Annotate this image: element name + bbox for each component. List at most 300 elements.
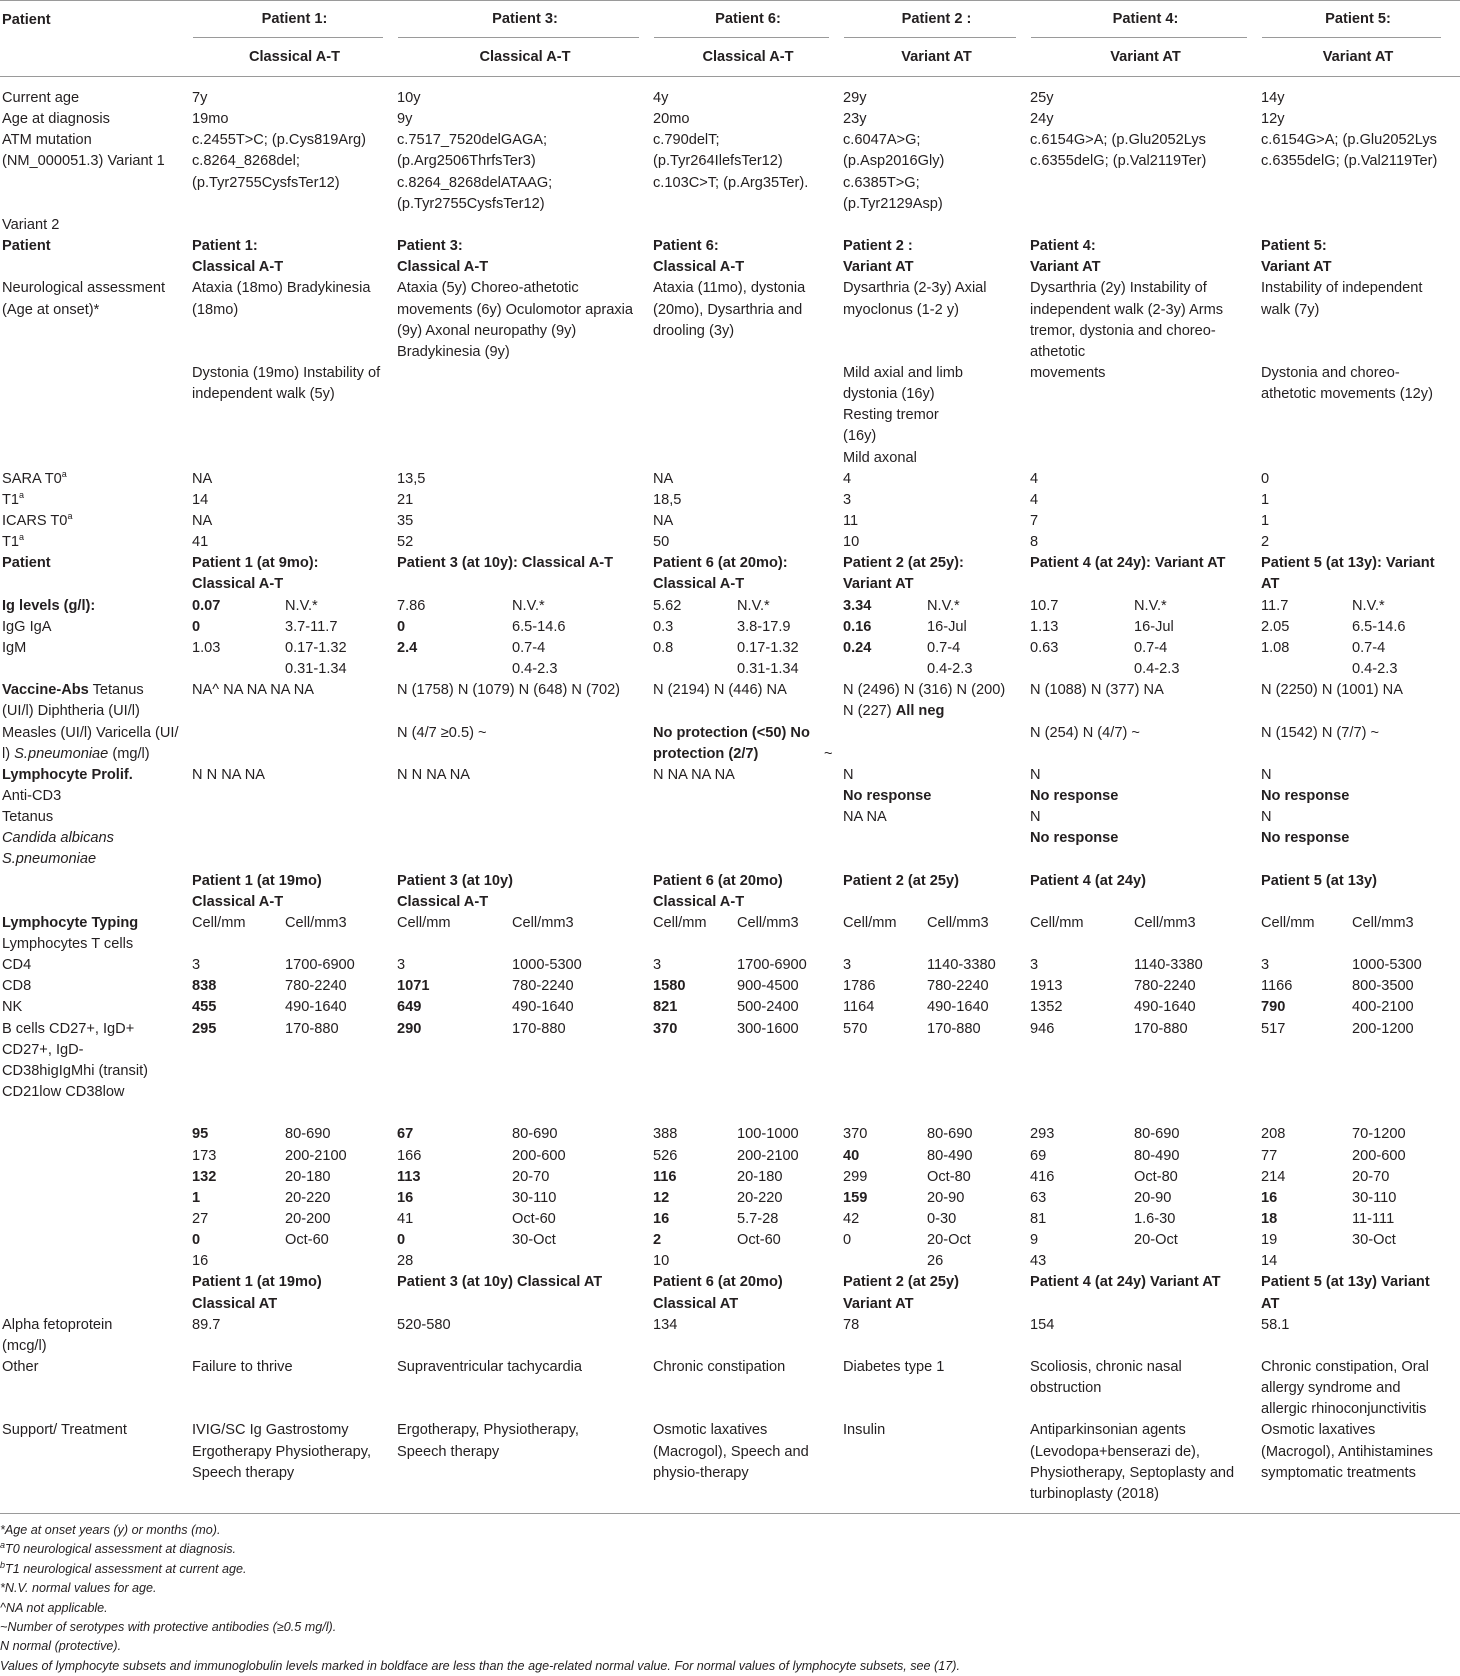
table-cell-text: NA^ NA NA NA NA bbox=[192, 682, 315, 699]
table-cell-text: walk (7y) bbox=[1261, 301, 1320, 318]
table-cell-text: N (254) N (4/7) ~ bbox=[1030, 724, 1140, 741]
table-cell-text: (p.Arg2506ThrfsTer3) bbox=[397, 153, 536, 170]
table-cell-text: 0 bbox=[397, 618, 406, 635]
table-cell-text: Patient 3: bbox=[397, 238, 463, 255]
table-cell-text: 30-Oct bbox=[512, 1232, 556, 1249]
table-cell-text: N (2250) N (1001) NA bbox=[1261, 682, 1403, 699]
table-cell-text: 2.4 bbox=[397, 639, 418, 656]
table-cell-text: NA bbox=[192, 513, 213, 529]
header-underline bbox=[1031, 37, 1247, 38]
table-cell-text: Patient 1: bbox=[192, 238, 258, 255]
table-cell-text: 21 bbox=[397, 491, 414, 508]
table-cell-text: (p.Asp2016Gly) bbox=[843, 153, 945, 170]
table-cell-text: 67 bbox=[397, 1126, 414, 1143]
table-cell-text: N (2194) N (446) NA bbox=[653, 682, 787, 699]
table-cell-text: Cell/mm3 bbox=[737, 914, 799, 931]
table-cell-text: 0.24 bbox=[843, 639, 872, 656]
table-cell-text: Chronic constipation bbox=[653, 1359, 786, 1375]
table-cell-text: 1 bbox=[1261, 491, 1270, 508]
table-cell-text: 0.17-1.32 bbox=[285, 639, 347, 656]
table-cell-text: Dysarthria (2-3y) Axial bbox=[843, 280, 987, 297]
table-cell-text: IgG IgA bbox=[2, 618, 52, 635]
table-cell-text: 20mo bbox=[653, 111, 690, 128]
table-cell-text: 13,5 bbox=[397, 470, 426, 487]
table-cell-text: Cell/mm bbox=[1261, 914, 1315, 931]
table-cell-text: Oct-60 bbox=[737, 1232, 781, 1249]
table-cell-text: 28 bbox=[397, 1253, 414, 1270]
table-cell-text: 780-2240 bbox=[285, 978, 347, 995]
table-cell-text: (p.Tyr2129Asp) bbox=[843, 195, 943, 212]
table-cell-text: 0 bbox=[192, 618, 201, 635]
table-cell-text: AT bbox=[1261, 1295, 1280, 1312]
table-cell-text: 3 bbox=[843, 491, 852, 508]
table-cell-text: 780-2240 bbox=[927, 978, 989, 995]
table-cell-text: Patient 4: bbox=[1030, 238, 1096, 255]
table-cell-text: AT bbox=[1261, 576, 1280, 593]
header-patient-name: Patient 5: bbox=[1325, 11, 1391, 27]
table-cell-text: NA bbox=[192, 470, 213, 487]
table-cell-text: Alpha fetoprotein bbox=[2, 1316, 113, 1333]
table-cell-text: (16y) bbox=[843, 428, 877, 445]
table-cell-text: 14 bbox=[1261, 1253, 1278, 1270]
table-cell-text: 8 bbox=[1030, 534, 1039, 551]
header-underline bbox=[654, 37, 829, 38]
footnote bbox=[0, 1599, 108, 1619]
table-cell-text: 26 bbox=[927, 1253, 944, 1270]
table-cell-text: 2 bbox=[653, 1232, 662, 1249]
table-cell-text: Patient 1 (at 19mo) bbox=[192, 1274, 322, 1291]
table-cell-text: 570 bbox=[843, 1020, 868, 1037]
table-cell-text: 23y bbox=[843, 111, 867, 128]
table-cell-text: 790 bbox=[1261, 999, 1286, 1016]
table-cell-text: 1580 bbox=[653, 978, 686, 995]
table-cell-text: 4 bbox=[843, 470, 852, 487]
table-cell-text: Classical AT bbox=[653, 1295, 739, 1312]
table-cell-text: 2 bbox=[1261, 534, 1270, 551]
table-cell-text: 1000-5300 bbox=[512, 957, 582, 974]
table-cell-text: Classical A-T bbox=[653, 893, 745, 910]
table-cell-text: independent walk (5y) bbox=[192, 386, 335, 403]
table-cell-text: N N NA NA bbox=[397, 766, 470, 783]
table-cell-text: 295 bbox=[192, 1020, 217, 1037]
table-cell-text: 16-Jul bbox=[1134, 618, 1174, 635]
table-cell-text: 370 bbox=[843, 1126, 868, 1143]
table-cell-text: 14 bbox=[192, 491, 209, 508]
header-patient-type: Variant AT bbox=[901, 49, 972, 65]
table-cell-text: 20-Oct bbox=[927, 1232, 971, 1249]
table-cell-text: 20-200 bbox=[285, 1210, 331, 1227]
table-cell-text: N (2496) N (316) N (200) bbox=[843, 682, 1006, 699]
table-cell-text: 95 bbox=[192, 1126, 209, 1143]
table-cell-text: tremor, dystonia and choreo- bbox=[1030, 322, 1216, 339]
table-cell-text: Chronic constipation, Oral bbox=[1261, 1359, 1429, 1375]
table-cell-text: Cell/mm bbox=[192, 914, 246, 931]
table-cell-text: (p.Tyr2755CysfsTer12) bbox=[192, 174, 340, 191]
table-cell-text: 3 bbox=[843, 957, 852, 974]
table-cell-text: Patient 2 (at 25y) bbox=[843, 872, 959, 889]
table-cell-text: B cells CD27+, IgD+ bbox=[2, 1020, 135, 1037]
table-cell-text: 19mo bbox=[192, 111, 229, 128]
table-cell-text: protection (2/7) bbox=[653, 745, 759, 762]
footnote bbox=[0, 1521, 220, 1541]
table-cell-text: CD4 bbox=[2, 957, 32, 974]
table-cell-text: 838 bbox=[192, 978, 217, 995]
table-cell-text: N bbox=[843, 766, 854, 783]
footnote-text: ~Number of serotypes with protective antibodies (≥0.5 mg/l). bbox=[0, 1620, 337, 1635]
table-cell-text: 214 bbox=[1261, 1168, 1286, 1185]
table-cell-text: 900-4500 bbox=[737, 978, 799, 995]
table-cell-text: 42 bbox=[843, 1210, 860, 1227]
table-cell-text: Patient bbox=[2, 238, 51, 255]
header-patient-type: Variant AT bbox=[1322, 49, 1394, 65]
table-cell-text: 455 bbox=[192, 999, 217, 1016]
table-cell-text: 12 bbox=[653, 1189, 670, 1206]
table-cell-text: Cell/mm bbox=[1030, 914, 1084, 931]
table-cell-text: 200-600 bbox=[512, 1147, 566, 1164]
table-cell-text: Classical A-T bbox=[192, 259, 284, 276]
table-cell-text: 16-Jul bbox=[927, 618, 967, 635]
table-cell-text: (Macrogol), Speech and bbox=[653, 1443, 809, 1460]
table-cell-text: Cell/mm3 bbox=[927, 914, 989, 931]
table-cell-text: dystonia (16y) bbox=[843, 386, 935, 403]
table-cell-text: Bradykinesia (9y) bbox=[397, 343, 510, 360]
table-cell-text: 50 bbox=[653, 534, 670, 551]
header-patient-name: Patient 3: bbox=[492, 11, 558, 27]
table-cell-text: (Age at onset)* bbox=[2, 301, 100, 318]
table-cell-text: 1.08 bbox=[1261, 639, 1290, 656]
table-cell-text: Resting tremor bbox=[843, 407, 939, 424]
table-cell-text: Patient 5: bbox=[1261, 238, 1327, 255]
table-cell-text: N.V.* bbox=[512, 597, 545, 614]
table-cell-text: Speech therapy bbox=[192, 1464, 295, 1481]
table-cell-text: 1913 bbox=[1030, 978, 1063, 995]
table-cell-text: Patient 4 (at 24y) bbox=[1030, 872, 1146, 889]
table-cell-text: 3.7-11.7 bbox=[285, 618, 338, 635]
table-cell-text: Mild axonal bbox=[843, 449, 917, 466]
table-cell-text: 1140-3380 bbox=[1134, 957, 1203, 974]
table-cell-text: 0.4-2.3 bbox=[1352, 661, 1398, 678]
table-cell-text: allergy syndrome and bbox=[1261, 1380, 1401, 1397]
table-cell-text: Cell/mm3 bbox=[1134, 914, 1196, 931]
table-cell-text: (20mo), Dysarthria and bbox=[653, 301, 803, 318]
table-cell-text: 821 bbox=[653, 999, 678, 1016]
table-cell-text: Classical A-T bbox=[192, 576, 284, 593]
table-cell-text: 116 bbox=[653, 1168, 677, 1185]
table-cell-text: (NM_000051.3) Variant 1 bbox=[2, 153, 165, 170]
footnote bbox=[0, 1618, 336, 1638]
table-cell-text: 0.7-4 bbox=[1134, 639, 1168, 656]
table-cell-text: 20-220 bbox=[737, 1189, 783, 1206]
table-cell-text: 11-111 bbox=[1352, 1210, 1395, 1227]
table-cell-text: 10 bbox=[843, 534, 860, 551]
table-cell-text: 80-490 bbox=[927, 1147, 973, 1164]
footnote-mark: a bbox=[0, 1540, 6, 1551]
table-cell-text: 170-880 bbox=[1134, 1020, 1188, 1037]
table-cell-text: c.6154G>A; (p.Glu2052Lys bbox=[1261, 132, 1437, 149]
table-cell-text bbox=[2, 744, 150, 764]
table-cell-text: Classical AT bbox=[192, 1295, 278, 1312]
table-cell-text: NA NA bbox=[843, 809, 887, 826]
table-cell-text: 299 bbox=[843, 1168, 868, 1185]
table-cell-text: 52 bbox=[397, 534, 414, 551]
table-cell-text: Patient 4 (at 24y): Variant AT bbox=[1030, 555, 1226, 572]
table-cell-text: Cell/mm bbox=[397, 914, 451, 931]
table-cell-text: 4 bbox=[1030, 491, 1039, 508]
table-cell-text: 170-880 bbox=[512, 1020, 566, 1037]
table-cell-text: 0.4-2.3 bbox=[1134, 661, 1180, 678]
table-cell-text: T1$^a$ bbox=[2, 489, 25, 508]
table-cell-text: IVIG/SC Ig Gastrostomy bbox=[192, 1422, 349, 1439]
table-cell-text: 780-2240 bbox=[512, 978, 574, 995]
table-cell-text: (Macrogol), Antihistamines bbox=[1261, 1443, 1433, 1460]
table-cell-text: (18mo) bbox=[192, 301, 239, 318]
table-cell-text: 490-1640 bbox=[927, 999, 989, 1016]
table-cell-text: (Levodopa+benserazi de), bbox=[1030, 1443, 1200, 1460]
table-cell-text: N (1542) N (7/7) ~ bbox=[1261, 724, 1380, 741]
table-cell-text: (UI/l) Diphtheria (UI/l) bbox=[2, 703, 140, 720]
table-cell-text: physio-therapy bbox=[653, 1464, 749, 1481]
table-cell-text: 69 bbox=[1030, 1147, 1047, 1164]
table-cell-text: Patient 6 (at 20mo): bbox=[653, 555, 788, 572]
table-cell-text: 170-880 bbox=[285, 1020, 339, 1037]
table-cell-text: Mild axial and limb bbox=[843, 364, 964, 381]
table-cell-text: Ergotherapy, Physiotherapy, bbox=[397, 1422, 579, 1439]
table-cell-text: 3.8-17.9 bbox=[737, 618, 791, 635]
table-cell-text: N.V.* bbox=[1134, 597, 1167, 614]
table-cell-text: 1071 bbox=[397, 978, 430, 995]
table-cell-text: Antiparkinsonian agents bbox=[1030, 1422, 1186, 1439]
table-cell-text: 3 bbox=[1261, 957, 1270, 974]
table-cell-text: 0.7-4 bbox=[1352, 639, 1386, 656]
table-cell-text: Dystonia (19mo) Instability of bbox=[192, 364, 381, 381]
table-cell-text: 170-880 bbox=[927, 1020, 981, 1037]
table-cell-text: 4 bbox=[1030, 470, 1039, 487]
table-cell-text: 4y bbox=[653, 90, 669, 106]
table-cell-text: 14y bbox=[1261, 90, 1285, 106]
table-cell-text: N bbox=[1261, 809, 1272, 826]
table-cell-text: 63 bbox=[1030, 1189, 1047, 1206]
table-cell-text: Variant AT bbox=[843, 576, 914, 593]
table-cell-text: N bbox=[1261, 766, 1272, 783]
table-cell-text: N.V.* bbox=[285, 597, 318, 614]
table-cell-text: 293 bbox=[1030, 1126, 1055, 1143]
table-cell-text: 154 bbox=[1030, 1316, 1055, 1333]
table-cell-text: 1352 bbox=[1030, 999, 1063, 1016]
table-cell-text: 16 bbox=[192, 1253, 209, 1270]
table-cell-text: 80-490 bbox=[1134, 1147, 1180, 1164]
table-cell-text: 20-70 bbox=[1352, 1168, 1390, 1185]
table-cell-text: 5.7-28 bbox=[737, 1210, 779, 1227]
table-cell-text: (p.Tyr2755CysfsTer12) bbox=[397, 195, 545, 212]
table-cell-text: 1166 bbox=[1261, 978, 1293, 995]
table-cell-text: 520-580 bbox=[397, 1316, 451, 1333]
table-cell-text: ATM mutation bbox=[2, 132, 92, 149]
table-cell-text: 0.7-4 bbox=[512, 639, 546, 656]
table-cell-text: 0 bbox=[1261, 470, 1270, 487]
table-cell-text: Cell/mm3 bbox=[512, 914, 574, 931]
table-cell-text: athetotic movements (12y) bbox=[1261, 386, 1433, 403]
table-cell-text: Physiotherapy, Septoplasty and bbox=[1030, 1464, 1235, 1481]
table-cell-text: 3 bbox=[397, 957, 406, 974]
header-patient-name: Patient 4: bbox=[1112, 11, 1179, 27]
table-cell-text: 1140-3380 bbox=[927, 957, 996, 974]
table-cell-text: 30-110 bbox=[512, 1189, 557, 1206]
table-cell-text: 6.5-14.6 bbox=[1352, 618, 1406, 635]
table-cell-text: 35 bbox=[397, 513, 414, 529]
table-cell-run: (mg/l) bbox=[108, 745, 150, 762]
table-cell-text: Ataxia (11mo), dystonia bbox=[653, 280, 806, 297]
table-cell-text: 0.7-4 bbox=[927, 639, 961, 656]
table-cell-text: Candida albicans bbox=[2, 830, 114, 847]
table-cell-text: c.103C>T; (p.Arg35Ter). bbox=[653, 174, 809, 191]
table-cell-text: Neurological assessment bbox=[2, 280, 166, 297]
table-cell-run: S.pneumoniae bbox=[14, 745, 109, 762]
table-cell-text: 30-Oct bbox=[1352, 1232, 1396, 1249]
table-cell-text: 1 bbox=[1261, 513, 1270, 529]
table-cell-text: Variant AT bbox=[1030, 259, 1101, 276]
serotype-tilde-mark: ~ bbox=[824, 745, 833, 762]
table-cell-text: Classical A-T bbox=[653, 576, 745, 593]
table-cell-text: 58.1 bbox=[1261, 1316, 1290, 1333]
table-cell-text: 0-30 bbox=[927, 1210, 957, 1227]
table-cell-text: 290 bbox=[397, 1020, 422, 1037]
table-cell-text: 5.62 bbox=[653, 597, 682, 614]
table-cell-text: obstruction bbox=[1030, 1380, 1102, 1397]
table-cell-text: Failure to thrive bbox=[192, 1359, 293, 1375]
table-cell-text: Measles (UI/l) Varicella (UI/ bbox=[2, 724, 179, 741]
footnote bbox=[0, 1637, 121, 1657]
footnote-text: *N.V. normal values for age. bbox=[0, 1581, 157, 1596]
table-cell-text: 10 bbox=[653, 1253, 670, 1270]
table-cell-text: Patient 2 (at 25y): bbox=[843, 555, 964, 572]
table-cell-text: (p.Tyr264IlefsTer12) bbox=[653, 153, 783, 170]
table-cell-text: Ergotherapy Physiotherapy, bbox=[192, 1443, 372, 1460]
footnote-mark: b bbox=[0, 1559, 6, 1570]
table-cell-text: 200-2100 bbox=[285, 1147, 347, 1164]
table-cell-text: 400-2100 bbox=[1352, 999, 1414, 1016]
table-cell-text: 70-1200 bbox=[1352, 1126, 1406, 1143]
table-cell-text: N.V.* bbox=[737, 597, 770, 614]
table-cell-text: Ig levels (g/l): bbox=[2, 597, 96, 614]
footnote-mark: a bbox=[19, 489, 25, 500]
table-cell-text: athetotic bbox=[1030, 343, 1086, 360]
table-cell-text: 1.13 bbox=[1030, 618, 1059, 635]
table-cell-text: 173 bbox=[192, 1147, 217, 1164]
table-cell-text: Cell/mm bbox=[653, 914, 707, 931]
table-cell-text: Oct-60 bbox=[285, 1232, 329, 1249]
table-cell-text: 1.03 bbox=[192, 639, 221, 656]
table-cell-text: Classical A-T bbox=[653, 259, 745, 276]
table-cell-text: Patient 6 (at 20mo) bbox=[653, 872, 783, 889]
table-cell-text: CD8 bbox=[2, 978, 32, 995]
header-patient-name: Patient 2 : bbox=[901, 11, 972, 27]
table-cell-text: c.8264_8268delATAAG; bbox=[397, 174, 553, 191]
table-cell-text: Patient 6: bbox=[653, 238, 719, 255]
header-corner-label: Patient bbox=[2, 12, 51, 28]
table-cell-text: 166 bbox=[397, 1147, 422, 1164]
table-cell-text: Variant AT bbox=[843, 1295, 914, 1312]
table-cell-text: 1700-6900 bbox=[285, 957, 355, 974]
table-cell-text: No response bbox=[1261, 830, 1350, 847]
footnote-text: *Age at onset years (y) or months (mo). bbox=[0, 1523, 221, 1538]
table-cell-text: Support/ Treatment bbox=[2, 1422, 127, 1439]
table-cell-text: 80-690 bbox=[927, 1126, 973, 1143]
table-cell-text: N bbox=[1030, 766, 1041, 783]
table-cell-text: 649 bbox=[397, 999, 422, 1016]
table-cell-text: N bbox=[1030, 809, 1041, 826]
table-cell-text: 134 bbox=[653, 1316, 678, 1333]
table-cell-text: c.6154G>A; (p.Glu2052Lys bbox=[1030, 132, 1206, 149]
table-cell-text: 20-180 bbox=[737, 1168, 783, 1185]
table-cell-text: No protection (<50) No bbox=[653, 724, 810, 741]
table-top-rule bbox=[0, 0, 1460, 1]
footnote bbox=[0, 1579, 157, 1599]
table-bottom-rule bbox=[0, 1513, 1460, 1514]
table-cell-text: independent walk (2-3y) Arms bbox=[1030, 301, 1224, 318]
table-cell-text: drooling (3y) bbox=[653, 322, 735, 339]
table-cell-text: Cell/mm3 bbox=[285, 914, 347, 931]
table-cell-text: 0 bbox=[397, 1232, 406, 1249]
table-cell-text: S.pneumoniae bbox=[2, 851, 97, 868]
table-cell-text: 29y bbox=[843, 90, 867, 106]
table-cell-text: 6.5-14.6 bbox=[512, 618, 566, 635]
table-cell-text: Classical A-T bbox=[192, 893, 284, 910]
table-cell-text: 526 bbox=[653, 1147, 678, 1164]
table-cell-text: No response bbox=[843, 787, 932, 804]
table-cell-text: Osmotic laxatives bbox=[1261, 1422, 1376, 1439]
table-cell-text: c.6385T>G; bbox=[843, 174, 920, 191]
table-cell-text: 200-2100 bbox=[737, 1147, 799, 1164]
table-cell-text: Oct-60 bbox=[512, 1210, 556, 1227]
table-cell-text: c.6355delG; (p.Val2119Ter) bbox=[1030, 153, 1207, 170]
table-cell-text: Patient 1 (at 9mo): bbox=[192, 555, 319, 572]
table-cell-text: 19 bbox=[1261, 1232, 1278, 1249]
table-cell-text: 490-1640 bbox=[1134, 999, 1196, 1016]
table-cell-text: 20-90 bbox=[1134, 1189, 1172, 1206]
table-cell-text: c.8264_8268del; bbox=[192, 153, 300, 170]
table-cell-text: 11.7 bbox=[1261, 597, 1289, 614]
table-cell-text: CD21low CD38low bbox=[2, 1084, 125, 1101]
table-cell-text: 1000-5300 bbox=[1352, 957, 1422, 974]
table-cell-text: (9y) Axonal neuropathy (9y) bbox=[397, 322, 577, 339]
table-cell-text: Ataxia (18mo) Bradykinesia bbox=[192, 280, 371, 297]
table-cell-text: 24y bbox=[1030, 111, 1054, 128]
table-cell-text: 78 bbox=[843, 1316, 860, 1333]
table-cell-text: 1164 bbox=[843, 999, 875, 1016]
table-cell-text: 500-2400 bbox=[737, 999, 799, 1016]
table-cell-text: Speech therapy bbox=[397, 1443, 500, 1460]
footnote-text: ^NA not applicable. bbox=[0, 1600, 108, 1615]
table-cell-text: c.2455T>C; (p.Cys819Arg) bbox=[192, 132, 366, 149]
table-cell-text: 20-70 bbox=[512, 1168, 550, 1185]
table-cell-text: movements bbox=[1030, 364, 1106, 381]
table-cell-text: 0.63 bbox=[1030, 639, 1059, 656]
table-cell-text: Classical A-T bbox=[397, 893, 489, 910]
table-cell-text: movements (6y) Oculomotor apraxia bbox=[397, 301, 634, 318]
table-cell-text: 0 bbox=[843, 1232, 852, 1249]
table-cell-text: Patient 3 (at 10y): Classical A-T bbox=[397, 555, 614, 572]
table-cell-text: Patient 2 (at 25y) bbox=[843, 1274, 959, 1291]
table-cell-text: Oct-80 bbox=[1134, 1168, 1178, 1185]
table-cell-text: 25y bbox=[1030, 90, 1054, 106]
table-cell-text: myoclonus (1-2 y) bbox=[843, 301, 959, 318]
table-cell-text: Dysarthria (2y) Instability of bbox=[1030, 280, 1207, 297]
table-cell-text: 0 bbox=[192, 1232, 201, 1249]
table-cell-text: symptomatic treatments bbox=[1261, 1464, 1416, 1481]
table-cell-text: SARA T0$^a$ bbox=[2, 468, 67, 487]
table-cell-text: Anti-CD3 bbox=[2, 787, 62, 804]
table-cell-text: Patient 5 (at 13y) bbox=[1261, 872, 1377, 889]
